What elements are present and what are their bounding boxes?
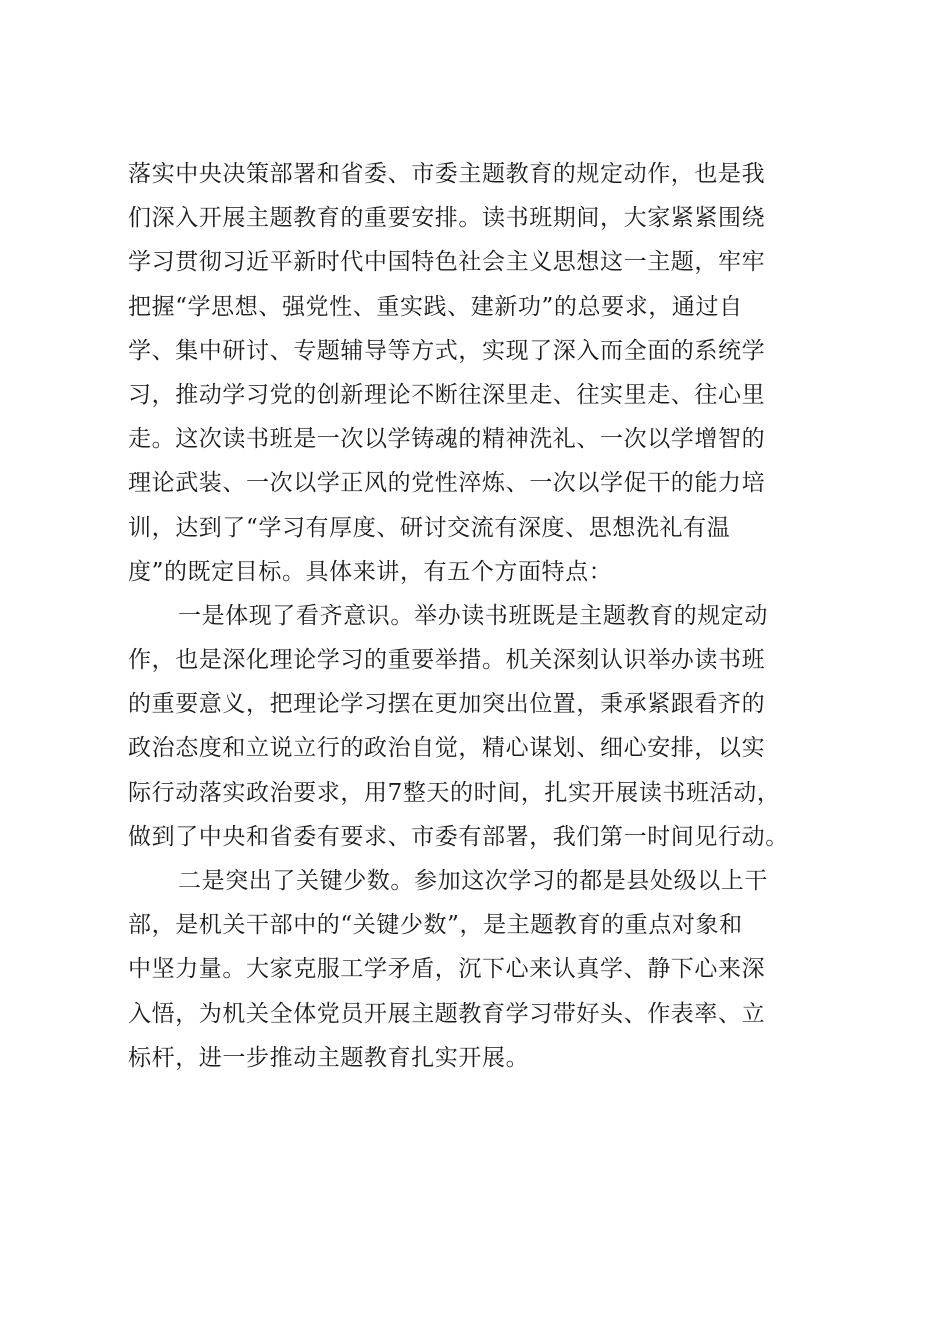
text-line: 理论武装、一次以学正风的党性淬炼、一次以学促干的能力培 xyxy=(128,470,766,497)
paragraph-point-two xyxy=(128,859,828,1080)
text-line: 习，推动学习党的创新理论不断往深里走、往实里走、往心里 xyxy=(128,381,766,408)
text-line: 学、集中研讨、专题辅导等方式，实现了深入而全面的系统学 xyxy=(128,337,766,364)
text-line: 度”的既定目标。具体来讲，有五个方面特点： xyxy=(128,558,613,585)
text-line: 作，也是深化理论学习的重要举措。机关深刻认识举办读书班 xyxy=(128,647,766,674)
text-line: 学习贯彻习近平新时代中国特色社会主义思想这一主题，牢牢 xyxy=(128,249,766,276)
text-line: 做到了中央和省委有要求、市委有部署，我们第一时间见行动。 xyxy=(128,823,789,850)
text-line: 落实中央决策部署和省委、市委主题教育的规定动作，也是我 xyxy=(128,161,766,187)
text-line: 走。这次读书班是一次以学铸魂的精神洗礼、一次以学增智的 xyxy=(128,426,766,453)
text-line: 一是体现了看齐意识。举办读书班既是主题教育的规定动 xyxy=(178,602,768,629)
text-line: 部，是机关干部中的“关键少数”，是主题教育的重点对象和 xyxy=(128,912,743,939)
text-line: 们深入开展主题教育的重要安排。读书班期间，大家紧紧围绕 xyxy=(128,205,766,232)
paragraph-intro xyxy=(128,152,828,594)
text-line: 的重要意义，把理论学习摆在更加突出位置，秉承紧跟看齐的 xyxy=(128,691,766,718)
text-line: 入悟，为机关全体党员开展主题教育学习带好头、作表率、立 xyxy=(128,1000,766,1027)
document-body xyxy=(128,152,828,1080)
text-line: 训，达到了“学习有厚度、研讨交流有深度、思想洗礼有温 xyxy=(128,514,731,541)
text-line: 中坚力量。大家克服工学矛盾，沉下心来认真学、静下心来深 xyxy=(128,956,766,983)
text-line: 际行动落实政治要求，用7整天的时间，扎实开展读书班活动， xyxy=(128,779,781,806)
text-line: 把握“学思想、强党性、重实践、建新功”的总要求，通过自 xyxy=(128,293,743,320)
text-line: 标杆，进一步推动主题教育扎实开展。 xyxy=(128,1044,530,1071)
text-line: 二是突出了关键少数。参加这次学习的都是县处级以上干 xyxy=(178,868,768,894)
text-line: 政治态度和立说立行的政治自觉，精心谋划、细心安排，以实 xyxy=(128,735,766,762)
paragraph-point-one xyxy=(128,594,828,859)
